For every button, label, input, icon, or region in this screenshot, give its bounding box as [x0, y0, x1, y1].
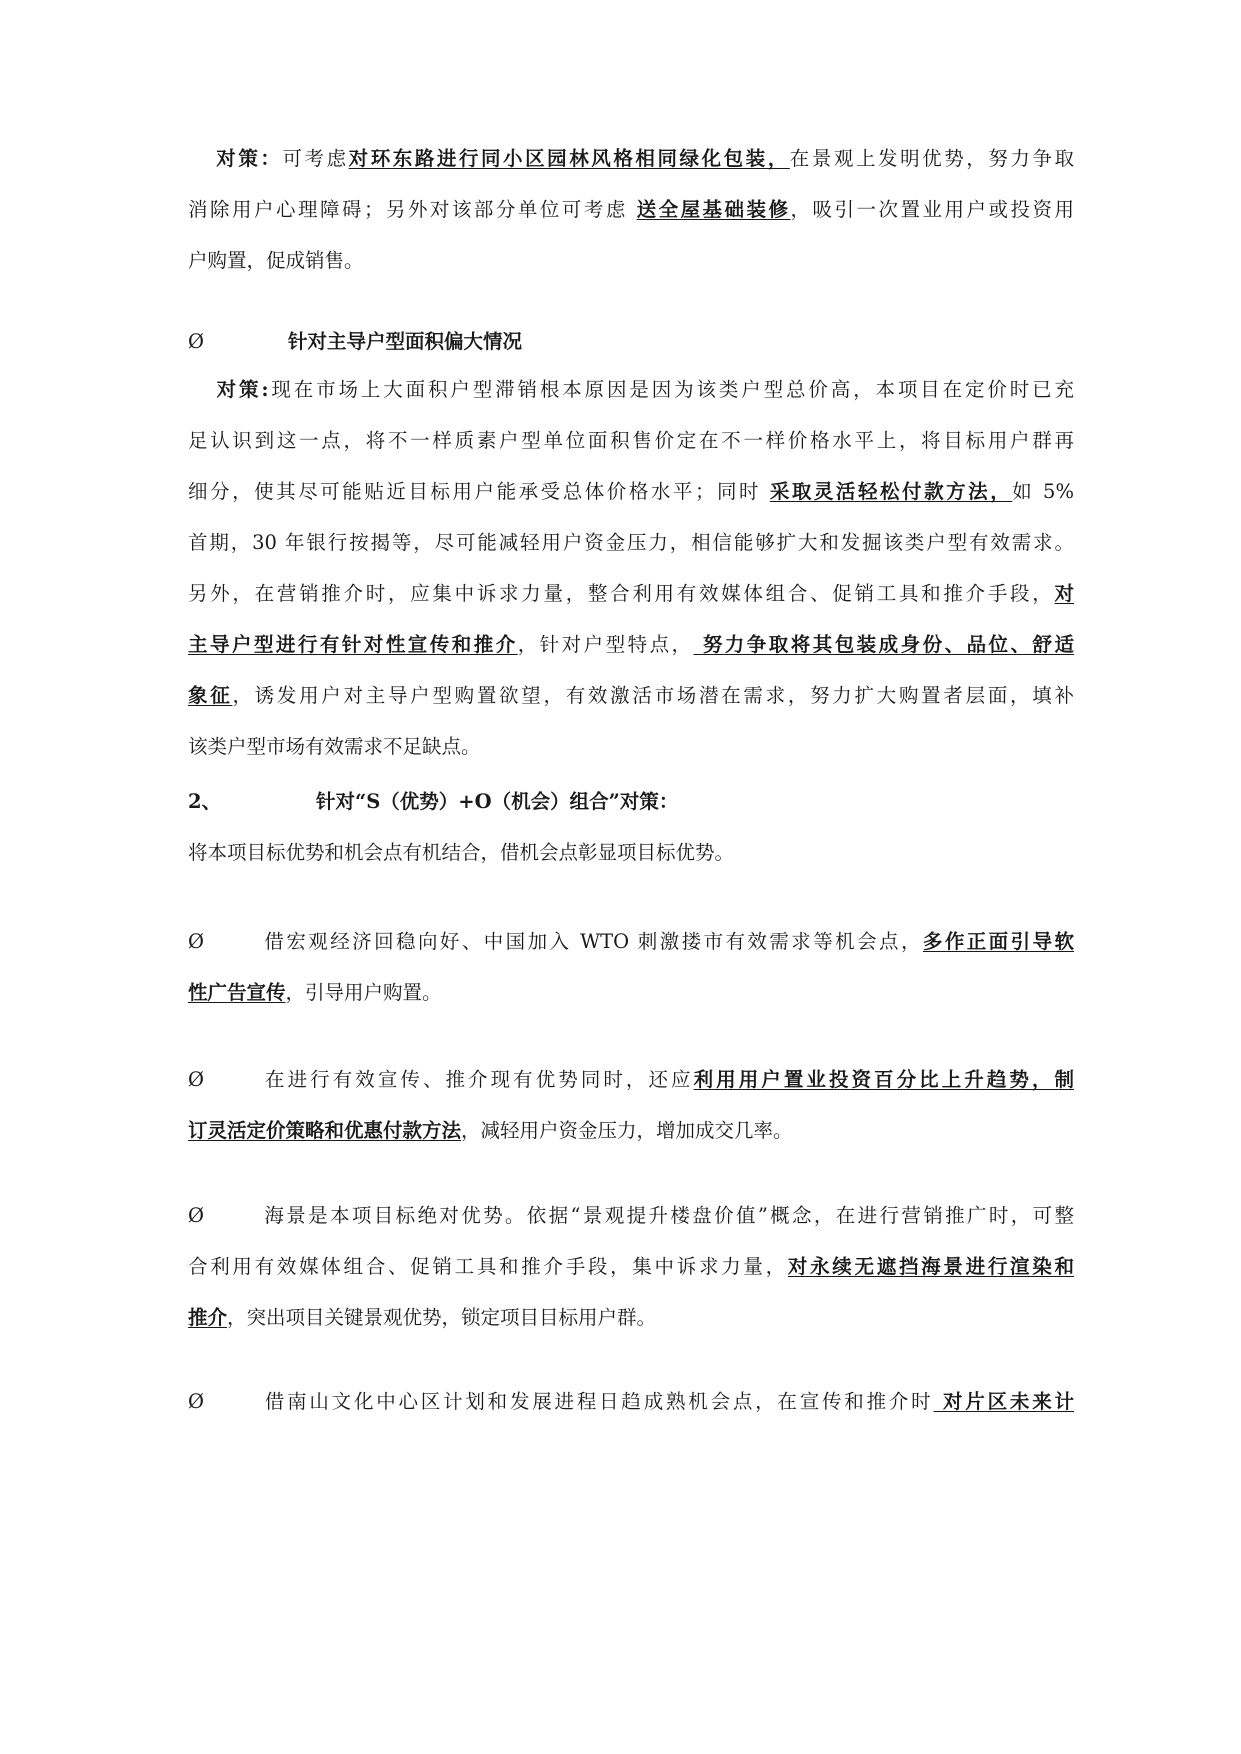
emphasis-underline: 性广告宣传	[188, 981, 286, 1004]
text-line	[188, 364, 1074, 415]
emphasis-underline: 利用用户置业投资百分比上升趋势，制	[693, 1068, 1074, 1091]
emphasis-underline: 主导户型进行有针对性宣传和推介	[188, 633, 518, 656]
emphasis-underline: 对环东路进行同小区园林风格相同绿化包装，	[348, 147, 790, 170]
section-heading-2	[188, 776, 1074, 878]
text-line: 户购置，促成销售。	[188, 249, 364, 272]
bullet-item-3	[188, 1190, 1074, 1343]
text-line	[188, 1190, 1074, 1241]
text-line: 该类户型市场有效需求不足缺点。	[188, 735, 481, 758]
heading-text: 针对“S（优势）+O（机会）组合”对策：	[316, 790, 679, 813]
text-line	[188, 1054, 1074, 1105]
emphasis-underline: 送全屋基础装修	[636, 198, 791, 221]
text-line	[188, 1376, 1074, 1427]
text-line	[188, 670, 1074, 721]
text-line: 首期，30 年银行按揭等，尽可能减轻用户资金压力，相信能够扩大和发掘该类户型有效需求。	[188, 531, 1074, 554]
text-run: 消除用户心理障碍；另外对该部分单位可考虑	[188, 198, 637, 221]
text-run: 合利用有效媒体组合、促销工具和推介手段，集中诉求力量，	[188, 1255, 788, 1278]
text-line	[188, 1292, 1074, 1343]
text-line	[188, 316, 1074, 367]
text-run: ，减轻用户资金压力，增加成交几率。	[461, 1119, 793, 1142]
text-line	[188, 776, 1074, 827]
text-line	[188, 916, 1074, 967]
text-line	[188, 466, 1074, 517]
text-line	[188, 1241, 1074, 1292]
text-run: ，针对户型特点，	[517, 633, 694, 656]
bullet-item-1	[188, 916, 1074, 1018]
bullet-symbol: Ø	[188, 330, 204, 353]
text-run: 海景是本项目标绝对优势。依据“景观提升楼盘价值”概念，在进行营销推广时，可整	[262, 1204, 1074, 1227]
bullet-item-2	[188, 1054, 1074, 1156]
emphasis-underline: 象征	[188, 684, 233, 707]
emphasis-underline: 推介	[188, 1306, 228, 1329]
text-line: 足认识到这一点，将不一样质素户型单位面积售价定在不一样价格水平上，将目标用户群再	[188, 429, 1074, 452]
emphasis-underline: 采取灵活轻松付款方法，	[769, 480, 1013, 503]
emphasis-underline: 多作正面引导软	[922, 930, 1074, 953]
emphasis-underline: 努力争取将其包装成身份、品位、舒适	[693, 633, 1074, 656]
text-line	[188, 568, 1074, 619]
bullet-symbol: Ø	[188, 1068, 204, 1091]
emphasis-underline: 对片区未来计	[933, 1390, 1074, 1413]
text-run: 借南山文化中心区计划和发展进程日趋成熟机会点，在宣传和推介时	[262, 1390, 934, 1413]
countermeasure-paragraph-2	[188, 364, 1074, 772]
heading-large-unit-area	[188, 316, 1074, 367]
text-run: 细分，使其尽可能贴近目标用户能承受总体价格水平；同时	[188, 480, 770, 503]
text-run: ，诱发用户对主导户型购置欲望，有效激活市场潜在需求，努力扩大购置者层面，填补	[232, 684, 1074, 707]
text-run: ，突出项目关键景观优势，锁定项目目标用户群。	[227, 1306, 657, 1329]
text-line	[188, 184, 1074, 235]
section-number: 2、	[188, 790, 222, 813]
text-run: 在景观上发明优势，努力争取	[789, 147, 1074, 170]
text-run: 现在市场上大面积户型滞销根本原因是因为该类户型总价高，本项目在定价时已充	[268, 378, 1074, 401]
emphasis-underline: 对永续无遮挡海景进行渲染和	[787, 1255, 1074, 1278]
text-line	[188, 133, 1074, 184]
intro-text: 将本项目标优势和机会点有机结合，借机会点彰显项目标优势。	[188, 841, 735, 864]
text-run: 可考虑	[282, 147, 349, 170]
emphasis-underline: 订灵活定价策略和优惠付款方法	[188, 1119, 462, 1142]
bullet-symbol: Ø	[188, 1390, 204, 1413]
bullet-symbol: Ø	[188, 1204, 204, 1227]
text-run: ，吸引一次置业用户或投资用	[790, 198, 1074, 221]
text-run: 在进行有效宣传、推介现有优势同时，还应	[262, 1068, 694, 1091]
text-line	[188, 619, 1074, 670]
bullet-item-4	[188, 1376, 1074, 1427]
text-run: 另外，在营销推介时，应集中诉求力量，整合利用有效媒体组合、促销工具和推介手段，	[188, 582, 1055, 605]
emphasis-underline: 对	[1054, 582, 1074, 605]
text-line	[188, 1105, 1074, 1156]
bold-label: 对策:	[216, 378, 269, 401]
text-line	[188, 967, 1074, 1018]
countermeasure-paragraph-1	[188, 133, 1074, 286]
text-run: ，引导用户购置。	[285, 981, 442, 1004]
bold-label: 对策：	[216, 147, 283, 170]
heading-text: 针对主导户型面积偏大情况	[288, 330, 523, 353]
bullet-symbol: Ø	[188, 930, 204, 953]
text-run: 如 5%	[1012, 480, 1074, 503]
text-run: 借宏观经济回稳向好、中国加入 WTO 刺激搂市有效需求等机会点，	[262, 930, 923, 953]
